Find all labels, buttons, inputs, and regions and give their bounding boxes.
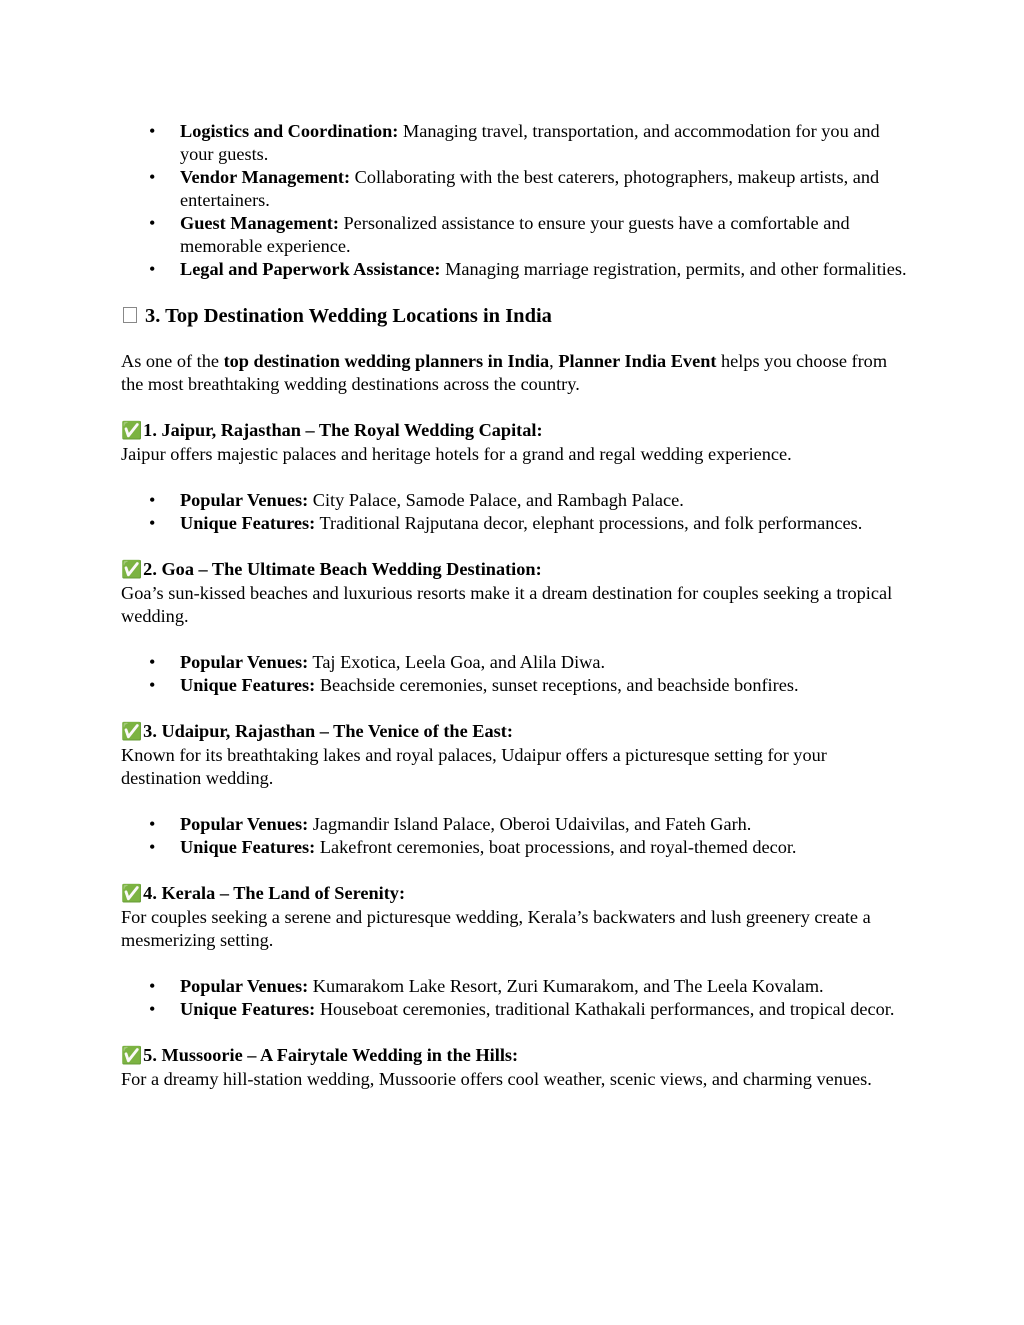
- check-mark-icon: ✅: [121, 560, 143, 580]
- location-details-list: [121, 975, 911, 1021]
- check-mark-icon: ✅: [121, 722, 143, 742]
- list-item: • Unique Features: Beachside ceremonies, sunset receptions, and beachside bonfires.: [180, 674, 911, 697]
- list-item: • Unique Features: Lakefront ceremonies, boat processions, and royal-themed decor.: [180, 836, 911, 859]
- location-details-list: [121, 813, 911, 859]
- list-item: • Vendor Management: Collaborating with the best caterers, photographers, makeup artists, and entertainers.: [180, 166, 911, 212]
- section-heading: 3. Top Destination Wedding Locations in India: [121, 303, 911, 329]
- location-description: Goa’s sun-kissed beaches and luxurious resorts make it a dream destination for couples seeking a tropical wedding.: [121, 583, 893, 626]
- check-mark-icon: ✅: [121, 884, 143, 904]
- list-item: • Legal and Paperwork Assistance: Managing marriage registration, permits, and other formalities.: [180, 258, 911, 281]
- location-details-list: [121, 489, 911, 535]
- location-heading: ✅2. Goa – The Ultimate Beach Wedding Destination:: [121, 559, 542, 580]
- section-intro: As one of the top destination wedding planners in India, Planner India Event helps you choose from the most breathtaking wedding destinations across the country.: [121, 351, 888, 394]
- location-description: Jaipur offers majestic palaces and heritage hotels for a grand and regal wedding experience.: [121, 444, 792, 464]
- location-description: For couples seeking a serene and picturesque wedding, Kerala’s backwaters and lush greenery create a mesmerizing setting.: [121, 907, 871, 950]
- list-item: • Unique Features: Houseboat ceremonies, traditional Kathakali performances, and tropical decor.: [180, 998, 911, 1021]
- location-details-list: [121, 651, 911, 697]
- list-item: • Guest Management: Personalized assistance to ensure your guests have a comfortable and memorable experience.: [180, 212, 911, 258]
- location-description: Known for its breathtaking lakes and royal palaces, Udaipur offers a picturesque setting for your destination wedding.: [121, 745, 827, 788]
- location-heading: ✅5. Mussoorie – A Fairytale Wedding in the Hills:: [121, 1045, 519, 1066]
- list-item: • Popular Venues: Kumarakom Lake Resort, Zuri Kumarakom, and The Leela Kovalam.: [180, 975, 911, 998]
- missing-glyph-icon: [123, 307, 137, 323]
- check-mark-icon: ✅: [121, 1046, 143, 1066]
- location-description: For a dreamy hill-station wedding, Mussoorie offers cool weather, scenic views, and charming venues.: [121, 1069, 872, 1089]
- location-heading: ✅4. Kerala – The Land of Serenity:: [121, 883, 406, 904]
- list-item: • Popular Venues: Jagmandir Island Palace, Oberoi Udaivilas, and Fateh Garh.: [180, 813, 911, 836]
- list-item: • Popular Venues: Taj Exotica, Leela Goa, and Alila Diwa.: [180, 651, 911, 674]
- location-heading: ✅3. Udaipur, Rajasthan – The Venice of the East:: [121, 721, 513, 742]
- services-list: [121, 120, 911, 281]
- document-page: [121, 120, 911, 1091]
- list-item: • Logistics and Coordination: Managing travel, transportation, and accommodation for you and your guests.: [180, 120, 911, 166]
- list-item: • Popular Venues: City Palace, Samode Palace, and Rambagh Palace.: [180, 489, 911, 512]
- location-heading: ✅1. Jaipur, Rajasthan – The Royal Wedding Capital:: [121, 420, 543, 441]
- check-mark-icon: ✅: [121, 421, 143, 441]
- list-item: • Unique Features: Traditional Rajputana decor, elephant processions, and folk performances.: [180, 512, 911, 535]
